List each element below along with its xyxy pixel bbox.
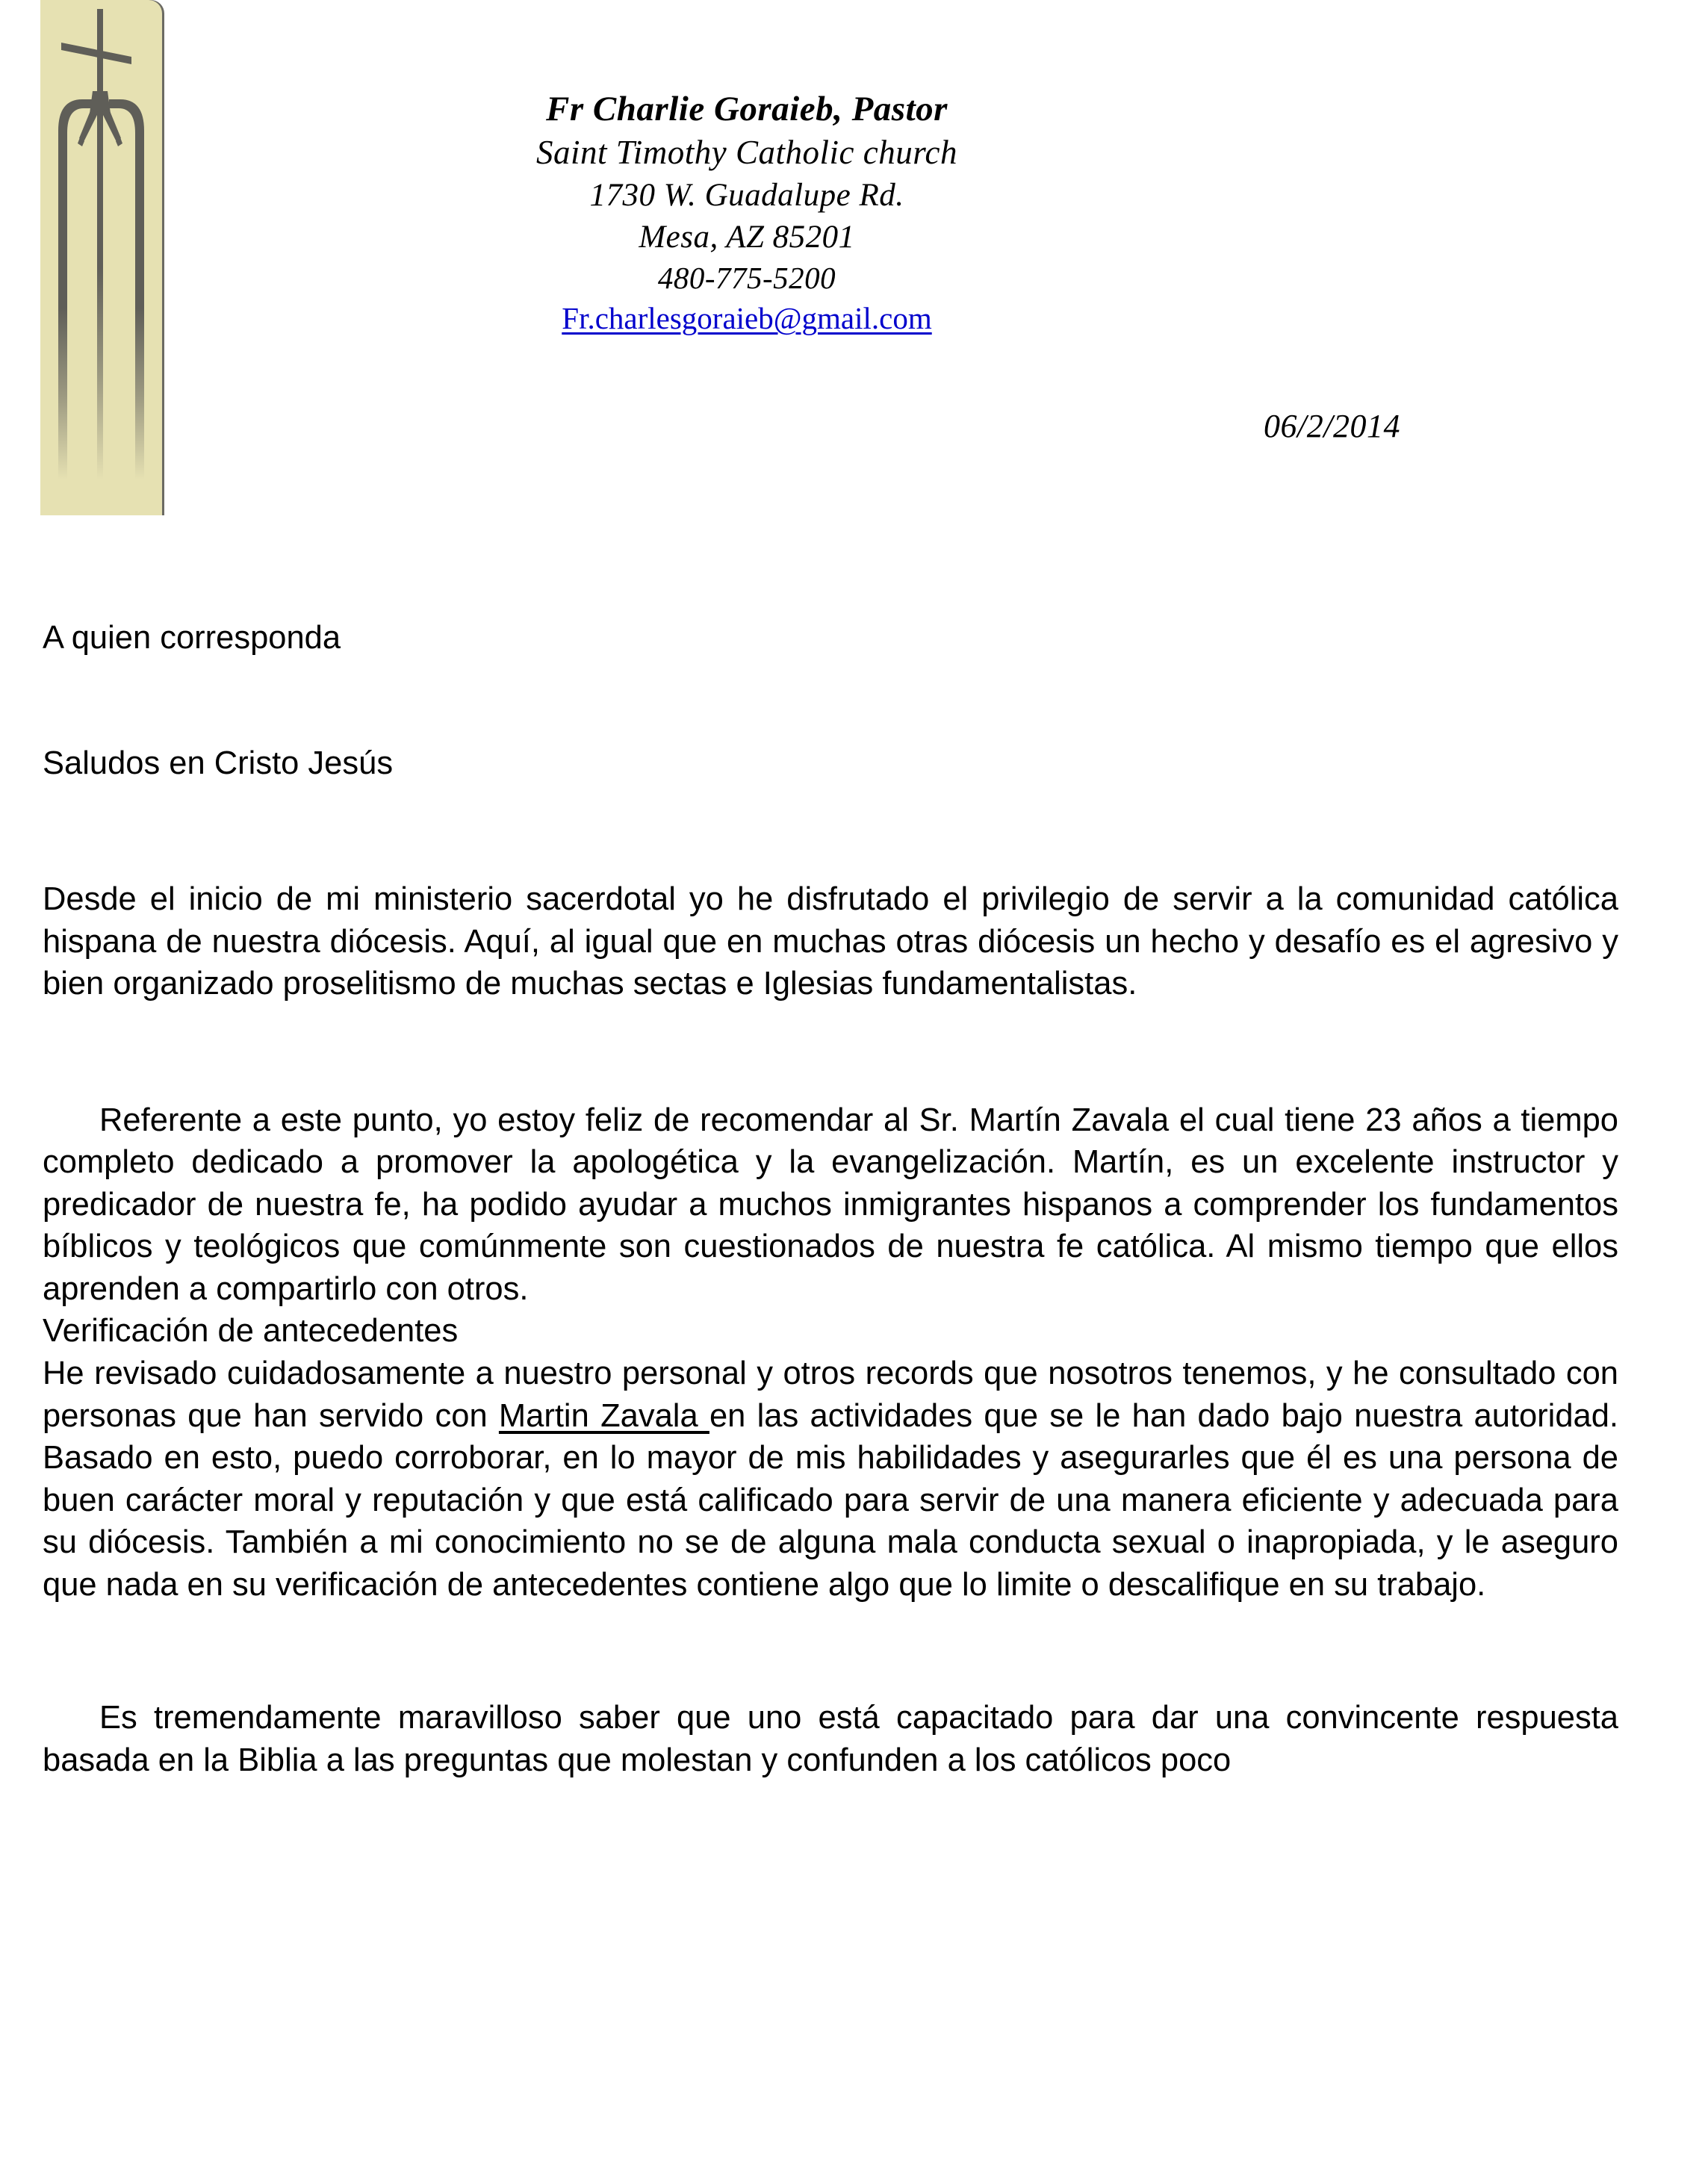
email-link[interactable]: Fr.charlesgoraieb@gmail.com <box>562 300 932 335</box>
paragraph-3-text-before-name: He revisado cuidadosamente a nuestro personal y otros records que nosotros tenemos, y he consultado con personas que han servido con <box>43 1356 1618 1434</box>
section-heading-background-check: Verificación de antecedentes <box>43 1313 459 1350</box>
letterhead-name: Fr Charlie Goraieb, Pastor <box>546 90 948 128</box>
church-logo <box>40 0 162 515</box>
body-paragraph-1: Desde el inicio de mi ministerio sacerdotal yo he disfrutado el privilegio de servir a la comunidad católica hispana de nuestra diócesis. Aquí, al igual que en muchas otras diócesis un hecho y desafío es el agresivo y bien organizado proselitismo de muchas sectas e Iglesias fundamentalistas. <box>43 881 1618 1002</box>
body-paragraph-3 <box>43 1353 1618 1606</box>
letterhead <box>187 88 1307 339</box>
letterhead-street: 1730 W. Guadalupe Rd. <box>589 177 904 213</box>
greeting-line: Saludos en Cristo Jesús <box>43 745 394 781</box>
letterhead-email-row <box>187 298 1307 339</box>
body-paragraph-4: Es tremendamente maravilloso saber que uno está capacitado para dar una convincente respuesta basada en la Biblia a las preguntas que molestan y confunden a los católicos poco <box>43 1700 1618 1778</box>
underlined-candidate-name: Martin Zavala <box>498 1397 709 1434</box>
letterhead-city-state-zip: Mesa, AZ 85201 <box>639 219 855 255</box>
addressee-line: A quien corresponda <box>43 620 341 656</box>
cross-with-arches-icon <box>40 0 162 515</box>
body-paragraph-2: Referente a este punto, yo estoy feliz de recomendar al Sr. Martín Zavala el cual tiene 23 años a tiempo completo dedicado a promover la apologética y la evangelización. Martín, es un excelente instructor y predicador de nuestra fe, ha podido ayudar a muchos inmigrantes hispanos a comprender los fundamentos bíblicos y teológicos que comúnmente son cuestionados de nuestra fe católica. Al mismo tiempo que ellos aprenden a compartirlo con otros. <box>43 1102 1618 1307</box>
paragraph-3-text-after-name: en las actividades que se le han dado bajo nuestra autoridad. Basado en esto, puedo corroborar, en lo mayor de mis habilidades y asegurarles que él es una persona de buen carácter moral y reputación y que está calificado para servir de una manera eficiente y adecuada para su diócesis. También a mi conocimiento no se de alguna mala conducta sexual o inapropiada, y le aseguro que nada en su verificación de antecedentes contiene algo que lo limite o descalifique en su trabajo. <box>43 1397 1619 1603</box>
letter-body <box>43 617 1618 1781</box>
letterhead-phone: 480-775-5200 <box>657 260 836 295</box>
letter-date: 06/2/2014 <box>1264 408 1400 444</box>
letterhead-organization: Saint Timothy Catholic church <box>535 134 958 172</box>
